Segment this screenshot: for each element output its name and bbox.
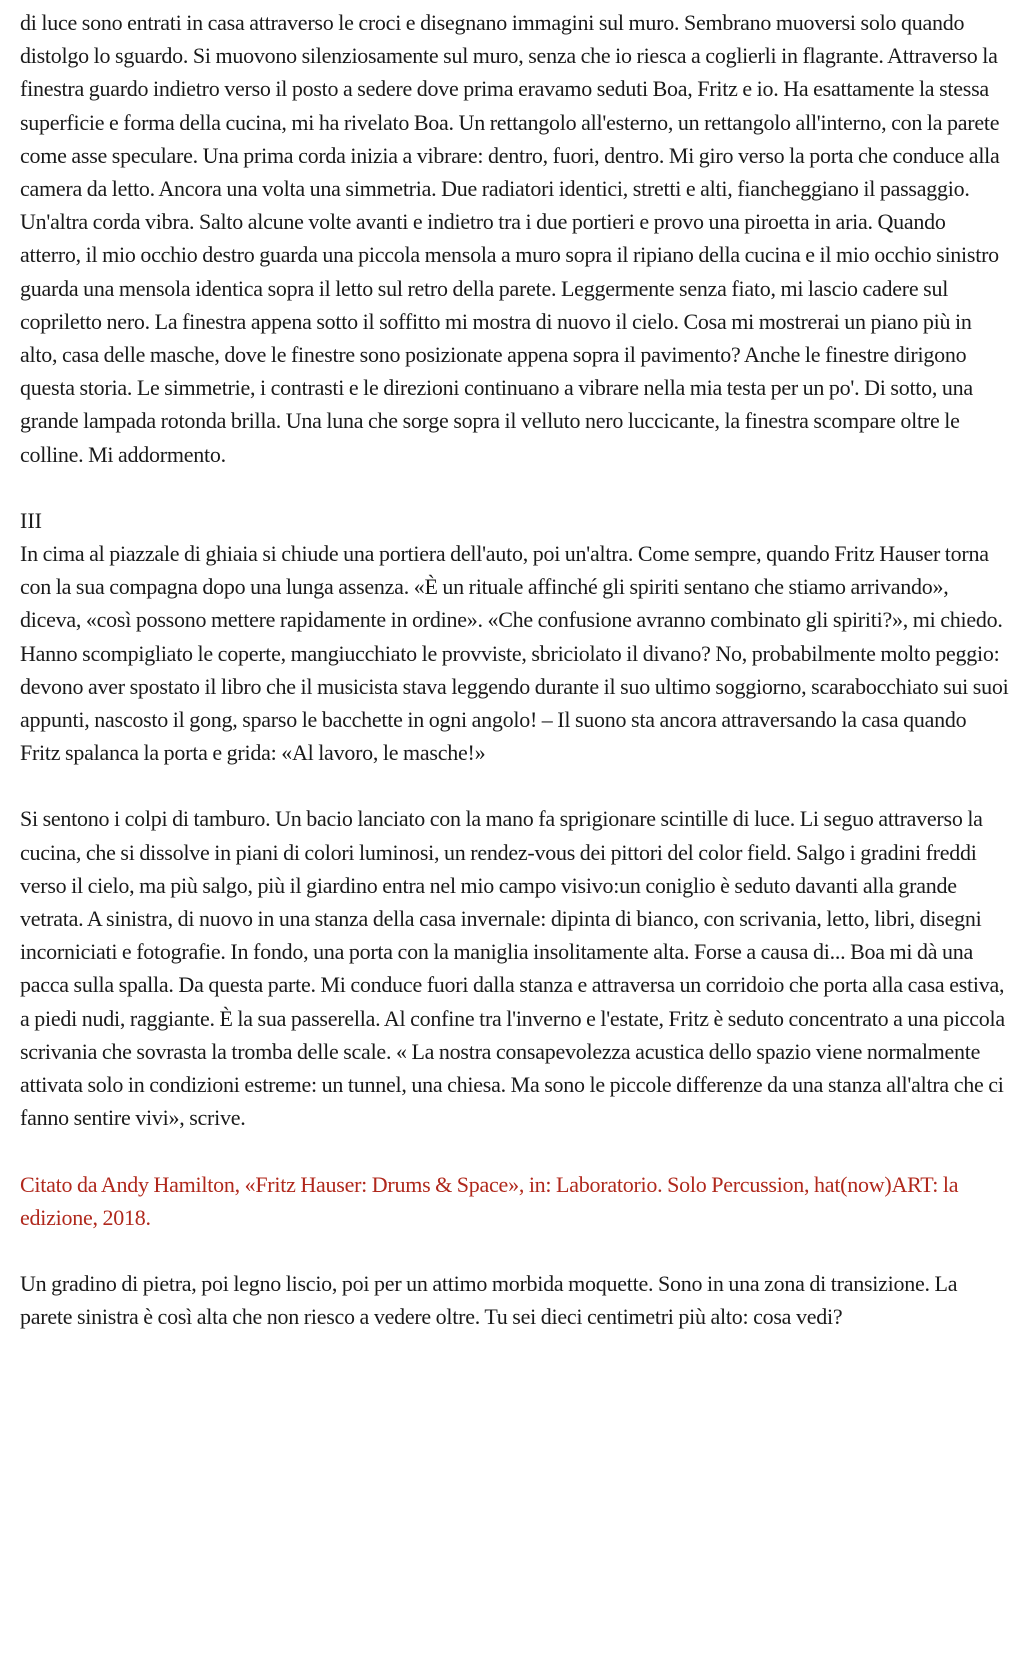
paragraph-section-1: In cima al piazzale di ghiaia si chiude una portiera dell'auto, poi un'altra. Come sempre, quando Fritz Hauser torna con la sua compagna dopo una lunga assenza. «È un rituale affinché gli spiriti sentano che stiamo arrivando», diceva, «così possono mettere rapidamente in ordine». «Che confusione avranno combinato gli spiriti?», mi chiedo. Hanno scompigliato le coperte, mangiucchiato le provviste, sbriciolato il divano? No, probabilmente molto peggio: devono aver spostato il libro che il musicista stava leggendo durante il suo ultimo soggiorno, scarabocchiato sui suoi appunti, nascosto il gong, sparso le bacchette in ogni angolo! – Il suono sta ancora attraversando la casa quando Fritz spalanca la porta e grida: «Al lavoro, le masche!» [20, 541, 1009, 766]
paragraph-spacer [20, 769, 1010, 802]
section-heading: III [20, 507, 42, 533]
citation: Citato da Andy Hamilton, «Fritz Hauser: Drums & Space», in: Laboratorio. Solo Percussion, hat(now)ART: la edizione, 2018. [20, 1171, 959, 1230]
paragraph-closing: Un gradino di pietra, poi legno liscio, poi per un attimo morbida moquette. Sono in una zona di transizione. La parete sinistra è così alta che non riesco a vedere oltre. Tu sei dieci centimetri più alto: cosa vedi? [20, 1270, 958, 1330]
paragraph-intro: di luce sono entrati in casa attraverso le croci e disegnano immagini sul muro. Sembrano muoversi solo quando distolgo lo sguardo. Si muovono silenziosamente sul muro, senza che io riesca a coglierli in flagrante. Attraverso la finestra guardo indietro verso il posto a sedere dove prima eravamo seduti Boa, Fritz e io. Ha esattamente la stessa superficie e forma della cucina, mi ha rivelato Boa. Un rettangolo all'esterno, un rettangolo all'interno, con la parete come asse speculare. Una prima corda inizia a vibrare: dentro, fuori, dentro. Mi giro verso la porta che conduce alla camera da letto. Ancora una volta una simmetria. Due radiatori identici, stretti e alti, fiancheggiano il passaggio. Un'altra corda vibra. Salto alcune volte avanti e indietro tra i due portieri e provo una piroetta in aria. Quando atterro, il mio occhio destro guarda una piccola mensola a muro sopra il ripiano della cucina e il mio occhio sinistro guarda una mensola identica sopra il letto sul retro della parete. Leggermente senza fiato, mi lascio cadere sul copriletto nero. La finestra appena sotto il soffitto mi mostra di nuovo il cielo. Cosa mi mostrerai un piano più in alto, casa delle masche, dove le finestre sono posizionate appena sopra il pavimento? Anche le finestre dirigono questa storia. Le simmetrie, i contrasti e le direzioni continuano a vibrare nella mia testa per un po'. Di sotto, una grande lampada rotonda brilla. Una luna che sorge sopra il velluto nero luccicante, la finestra scompare oltre le colline. Mi addormento. [20, 10, 1000, 467]
paragraph-spacer [20, 1234, 1010, 1267]
paragraph-spacer [20, 1135, 1010, 1168]
paragraph-spacer [20, 471, 1010, 504]
paragraph-section-2: Si sentono i colpi di tamburo. Un bacio lanciato con la mano fa sprigionare scintille di luce. Li seguo attraverso la cucina, che si dissolve in piani di colori luminosi, un rendez-vous dei pittori del color field. Salgo i gradini freddi verso il cielo, ma più salgo, più il giardino entra nel mio campo visivo:un coniglio è seduto davanti alla grande vetrata. A sinistra, di nuovo in una stanza della casa invernale: dipinta di bianco, con scrivania, letto, libri, disegni incorniciati e fotografie. In fondo, una porta con la maniglia insolitamente alta. Forse a causa di... Boa mi dà una pacca sulla spalla. Da questa parte. Mi conduce fuori dalla stanza e attraversa un corridoio che porta alla casa estiva, a piedi nudi, raggiante. È la sua passerella. Al confine tra l'inverno e l'estate, Fritz è seduto concentrato a una piccola scrivania che sovrasta la tromba delle scale. « La nostra consapevolezza acustica dello spazio viene normalmente attivata solo in condizioni estreme: un tunnel, una chiesa. Ma sono le piccole differenze da una stanza all'altra che ci fanno sentire vivi», scrive. [20, 806, 1005, 1131]
